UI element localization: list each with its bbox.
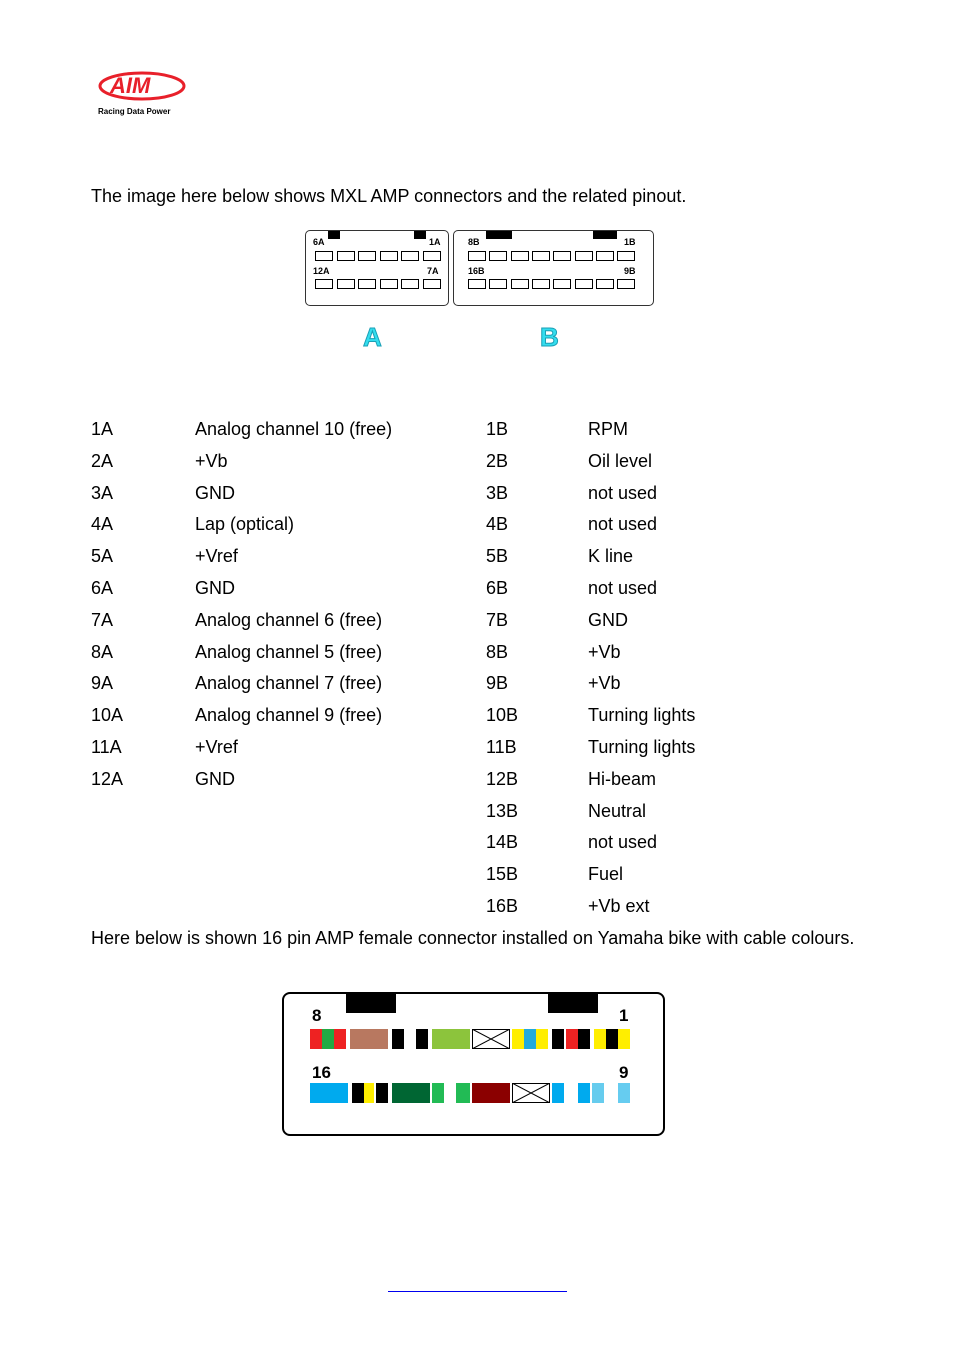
pin-cavity bbox=[532, 251, 550, 261]
pin-function: Neutral bbox=[588, 800, 647, 821]
pin-cavity bbox=[617, 251, 635, 261]
pin-number: 3A bbox=[91, 482, 114, 503]
pin-number: 8B bbox=[486, 641, 509, 662]
pin-function: Fuel bbox=[588, 864, 624, 885]
pin-label: 8B bbox=[468, 237, 480, 247]
pin-number: 14B bbox=[486, 832, 519, 853]
svg-text:AIM: AIM bbox=[110, 73, 151, 98]
pin-function: not used bbox=[588, 482, 658, 503]
connector-key bbox=[593, 231, 617, 239]
pin-cavity bbox=[401, 251, 419, 261]
pin-label: 12A bbox=[313, 266, 330, 276]
pin-function: +Vb bbox=[588, 673, 621, 694]
connector-key bbox=[346, 993, 396, 1013]
pin-label: 7A bbox=[427, 266, 439, 276]
pin-cavity bbox=[358, 251, 376, 261]
pin-function: Oil level bbox=[588, 450, 653, 471]
pin-number: 7B bbox=[486, 609, 509, 630]
cable-colour-stripe bbox=[618, 1029, 630, 1049]
pin-function: Turning lights bbox=[588, 737, 696, 757]
pin-function: GND bbox=[588, 609, 628, 630]
pin-cavity bbox=[380, 251, 398, 261]
pin-number: 12A bbox=[91, 768, 124, 789]
pin-function: not used bbox=[588, 578, 658, 598]
connector-b-diagram bbox=[453, 230, 654, 306]
pin-cavity bbox=[337, 251, 355, 261]
pin-function: GND bbox=[195, 768, 235, 789]
cable-colour-stripe bbox=[566, 1029, 578, 1049]
pin-number: 4A bbox=[91, 514, 114, 535]
pin-number: 6A bbox=[91, 578, 114, 598]
pin-cavity bbox=[423, 251, 441, 261]
cable-colour-stripe bbox=[364, 1083, 374, 1103]
pin-number: 2A bbox=[91, 450, 114, 471]
pin-function: +Vb ext bbox=[588, 896, 650, 916]
pin-label: 6A bbox=[313, 237, 325, 247]
footer-link-underline[interactable] bbox=[388, 1291, 567, 1292]
pin-cavity bbox=[423, 279, 441, 289]
pin-label: 16 bbox=[312, 1063, 331, 1082]
pin-number: 1B bbox=[486, 419, 509, 439]
pin-label: 1B bbox=[624, 237, 636, 247]
unused-pin-cross bbox=[512, 1083, 550, 1103]
cable-colour-stripe bbox=[376, 1083, 388, 1103]
pin-function: GND bbox=[195, 578, 235, 598]
pin-function: Analog channel 6 (free) bbox=[195, 609, 383, 630]
pin-cavity bbox=[489, 251, 507, 261]
cable-colour-stripe bbox=[432, 1083, 444, 1103]
cable-colour-stripe bbox=[310, 1029, 322, 1049]
cable-colour-stripe bbox=[578, 1029, 590, 1049]
pin-cavity bbox=[468, 279, 486, 289]
pin-cavity bbox=[511, 279, 529, 289]
pin-number: 6B bbox=[486, 578, 509, 598]
pin-function: Turning lights bbox=[588, 705, 696, 726]
cable-colour-stripe bbox=[618, 1083, 630, 1103]
pin-cavity bbox=[511, 251, 529, 261]
cable-colour-stripe bbox=[322, 1029, 334, 1049]
cable-colour-stripe bbox=[472, 1083, 510, 1103]
pin-function: Analog channel 7 (free) bbox=[195, 673, 383, 694]
logo-tagline: Racing Data Power bbox=[98, 107, 171, 116]
connector-a-letter: A bbox=[363, 322, 382, 352]
cable-colour-stripe bbox=[592, 1083, 604, 1103]
pin-cavity bbox=[596, 279, 614, 289]
pin-number: 15B bbox=[486, 864, 519, 885]
pin-cavity bbox=[380, 279, 398, 289]
pin-label: 16B bbox=[468, 266, 485, 276]
cable-colour-stripe bbox=[524, 1029, 536, 1049]
pin-number: 13B bbox=[486, 800, 519, 821]
pin-number: 3B bbox=[486, 482, 509, 503]
pin-number: 9A bbox=[91, 673, 114, 694]
cable-colour-stripe bbox=[352, 1083, 364, 1103]
pin-function: Hi-beam bbox=[588, 768, 657, 789]
unused-pin-cross bbox=[472, 1029, 510, 1049]
pin-cavity bbox=[489, 279, 507, 289]
intro-text: The image here below shows MXL AMP connectors and the related pinout. bbox=[91, 186, 687, 206]
pin-number: 11A bbox=[91, 737, 122, 757]
pin-number: 10B bbox=[486, 705, 519, 726]
pin-cavity bbox=[401, 279, 419, 289]
connector-key bbox=[548, 993, 598, 1013]
connector-key bbox=[414, 231, 426, 239]
pin-cavity bbox=[358, 279, 376, 289]
cable-colour-stripe bbox=[456, 1083, 470, 1103]
pin-label: 1A bbox=[429, 237, 441, 247]
pin-label: 8 bbox=[312, 1006, 322, 1025]
pin-number: 1A bbox=[91, 419, 114, 439]
pin-cavity bbox=[617, 279, 635, 289]
cable-colour-stripe bbox=[606, 1029, 618, 1049]
pin-cavity bbox=[468, 251, 486, 261]
pin-function: +Vb bbox=[195, 450, 228, 471]
pin-number: 12B bbox=[486, 768, 519, 789]
cable-colour-stripe bbox=[552, 1029, 564, 1049]
pin-cavity bbox=[315, 279, 333, 289]
cable-colour-stripe bbox=[416, 1029, 428, 1049]
pin-function: Analog channel 9 (free) bbox=[195, 705, 383, 726]
pin-label: 9B bbox=[624, 266, 636, 276]
pin-number: 7A bbox=[91, 609, 114, 630]
pin-function: +Vb bbox=[588, 641, 621, 662]
yamaha-description: Here below is shown 16 pin AMP female connector installed on Yamaha bike with cable colours. bbox=[91, 928, 855, 948]
pin-number: 10A bbox=[91, 705, 124, 726]
cable-colour-stripe bbox=[552, 1083, 564, 1103]
pin-function: +Vref bbox=[195, 737, 238, 757]
pin-number: 11B bbox=[486, 737, 517, 757]
pin-cavity bbox=[315, 251, 333, 261]
pin-function: Lap (optical) bbox=[195, 514, 295, 535]
cable-colour-stripe bbox=[392, 1029, 404, 1049]
cable-colour-stripe bbox=[334, 1029, 346, 1049]
pin-cavity bbox=[337, 279, 355, 289]
pin-function: +Vref bbox=[195, 546, 238, 567]
cable-colour-stripe bbox=[536, 1029, 548, 1049]
cable-colour-stripe bbox=[578, 1083, 590, 1103]
pin-function: GND bbox=[195, 482, 235, 503]
pin-number: 2B bbox=[486, 450, 509, 471]
pin-function: Analog channel 10 (free) bbox=[195, 419, 393, 439]
cable-colour-stripe bbox=[350, 1029, 388, 1049]
pin-function: K line bbox=[588, 546, 634, 567]
pin-label: 1 bbox=[619, 1006, 629, 1025]
pin-function: not used bbox=[588, 832, 658, 853]
pin-cavity bbox=[553, 251, 571, 261]
cable-colour-stripe bbox=[594, 1029, 606, 1049]
connector-key bbox=[486, 231, 512, 239]
yamaha-connector-diagram bbox=[282, 992, 665, 1136]
pin-cavity bbox=[575, 279, 593, 289]
cable-colour-stripe bbox=[392, 1083, 430, 1103]
pin-function: RPM bbox=[588, 419, 628, 439]
pin-number: 9B bbox=[486, 673, 509, 694]
pin-cavity bbox=[553, 279, 571, 289]
cable-colour-stripe bbox=[310, 1083, 348, 1103]
cable-colour-stripe bbox=[432, 1029, 470, 1049]
connector-key bbox=[328, 231, 340, 239]
pin-number: 5A bbox=[91, 546, 114, 567]
pin-cavity bbox=[532, 279, 550, 289]
pin-number: 4B bbox=[486, 514, 509, 535]
connector-b-letter: B bbox=[540, 322, 559, 352]
pin-cavity bbox=[575, 251, 593, 261]
pin-number: 5B bbox=[486, 546, 509, 567]
pin-function: not used bbox=[588, 514, 658, 535]
pin-cavity bbox=[596, 251, 614, 261]
connector-a-diagram bbox=[305, 230, 449, 306]
pin-number: 8A bbox=[91, 641, 114, 662]
pin-function: Analog channel 5 (free) bbox=[195, 641, 383, 662]
pin-number: 16B bbox=[486, 896, 519, 916]
pin-label: 9 bbox=[619, 1063, 629, 1082]
cable-colour-stripe bbox=[512, 1029, 524, 1049]
